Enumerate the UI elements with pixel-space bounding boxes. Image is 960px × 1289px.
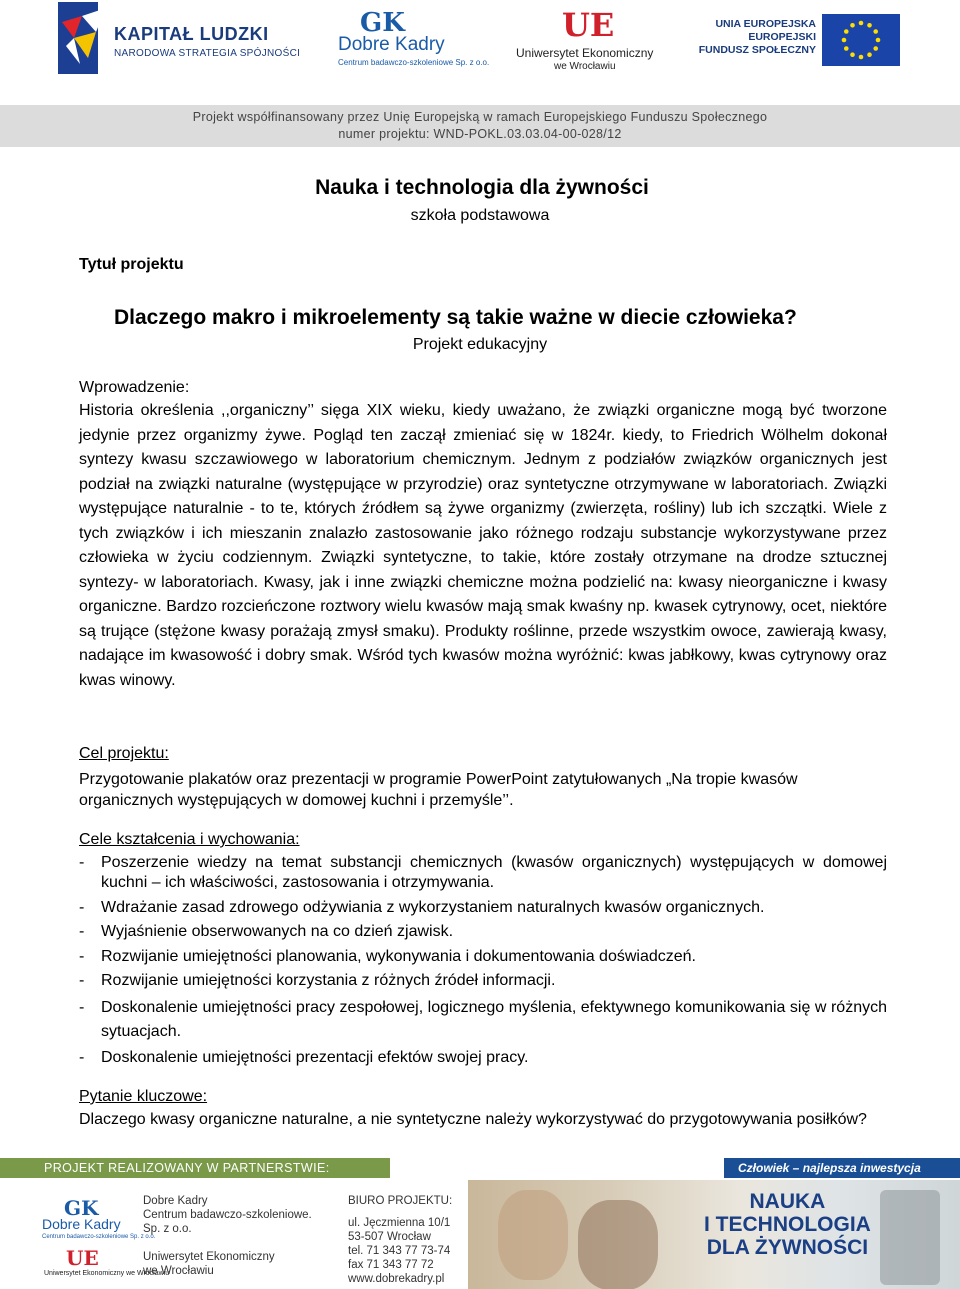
eu-star-icon bbox=[859, 21, 864, 26]
project-office-tel: tel. 71 343 77 73-74 bbox=[348, 1245, 451, 1257]
key-question-section bbox=[79, 1088, 887, 1133]
eu-star-icon bbox=[867, 52, 872, 57]
project-brand bbox=[704, 1190, 871, 1259]
ue-mark: UE bbox=[562, 6, 615, 44]
footer-ue-line-2: we Wrocławiu bbox=[143, 1265, 214, 1277]
eu-star-icon bbox=[867, 23, 872, 28]
dobre-kadry-mark: GK bbox=[360, 8, 405, 38]
document-title: Nauka i technologia dla żywności bbox=[315, 176, 649, 199]
photo-girl-shape bbox=[498, 1190, 568, 1280]
list-item: - Doskonalenie umiejętności prezentacji efektów swojej pracy. bbox=[79, 1048, 887, 1068]
project-office bbox=[348, 1194, 452, 1286]
eu-star-icon bbox=[844, 29, 849, 34]
dobre-kadry-subtitle: Centrum badawczo-szkoleniowe Sp. z o.o. bbox=[338, 58, 490, 67]
eu-line-2: EUROPEJSKI bbox=[748, 31, 816, 43]
partnership-bar: PROJEKT REALIZOWANY W PARTNERSTWIE: bbox=[0, 1158, 390, 1178]
eu-star-icon bbox=[859, 55, 864, 60]
eu-star-icon bbox=[873, 46, 878, 51]
footer-dk-sub: Centrum badawczo-szkoleniowe Sp. z o.o. bbox=[42, 1234, 156, 1240]
footer-ue-sub: Uniwersytet Ekonomiczny we Wrocławiu bbox=[44, 1270, 170, 1277]
footer-dk-mark: GK bbox=[64, 1196, 99, 1220]
brand-line-2: I TECHNOLOGIA bbox=[704, 1213, 871, 1236]
list-item: - Doskonalenie umiejętności pracy zespołowej, logicznego myślenia, efektywnego komunikowania się w różnych sytuacjach. bbox=[79, 996, 887, 1044]
goal-paragraph: Przygotowanie plakatów oraz prezentacji w programie PowerPoint zatytułowanych „Na tropie kwasów organicznych występujących w domowej kuchni i przemyśle’’. bbox=[79, 771, 798, 809]
intro-paragraph: Historia określenia ,,organiczny’’ sięga XIX wieku, kiedy uważano, że związki organiczne mogą być tworzone jedynie przez organizmy żywe. Pogląd ten zaczął zmieniać się w 1824r. kiedy, to Friedrich Wölhelm dokonał syntezy kwasu szczawiowego w laboratorium chemicznym. Jednym z podziałów związków organicznych jest podział na związki naturalne (występujące w przyrodzie) oraz syntetyczne otrzymywane w laboratoriach. Związki występujące naturalnie - to te, których źródłem są żywe organizmy (zwierzęta, rośliny) lub ich szczątki. Wiele z tych związków i ich mieszanin znalazło zastosowanie jako różnego rodzaju substancje wykorzystywane przez człowieka w życiu codziennym. Związki syntetyczne, to takie, które zostały otrzymane na drodze sztucznej syntezy- w laboratoriach. Kwasy, jak i inne związki chemiczne można podzielić na: kwasy nieorganiczne i kwasy organiczne. Bardzo rozcieńczone roztwory wielu kwasów mają smak kwaśny np. kwasek cytrynowy, ocet, niektóre są trujące (stężone kwasy porażają zmysł smaku). Produkty roślinne, przede wszystkim owoce, zawierają kwasy, nadające im kwasowość i dobry smak. Wśród tych kwasów można wyróżnić: kwas jabłkowy, kwas cytrynowy oraz kwas winowy. bbox=[79, 402, 887, 689]
photo-boy-shape bbox=[578, 1200, 658, 1289]
eu-line-3: FUNDUSZ SPOŁECZNY bbox=[698, 44, 816, 56]
header-logos bbox=[0, 0, 960, 105]
dobre-kadry-logo bbox=[338, 8, 490, 68]
footer-dk-line-1: Dobre Kadry bbox=[143, 1195, 208, 1207]
intro-heading: Wprowadzenie: bbox=[79, 379, 190, 396]
document-subtitle: szkoła podstawowa bbox=[410, 207, 550, 224]
eu-star-icon bbox=[850, 23, 855, 28]
brand-line-3: DLA ŻYWNOŚCI bbox=[706, 1236, 869, 1259]
eu-logo-text bbox=[699, 18, 816, 57]
microscope-icon bbox=[880, 1190, 940, 1285]
brand-line-1: NAUKA bbox=[749, 1190, 826, 1213]
footer-photo bbox=[468, 1180, 960, 1289]
project-question-title: Dlaczego makro i mikroelementy są takie ważne w diecie człowieka? bbox=[114, 306, 797, 329]
footer-dobre-kadry-logo bbox=[42, 1196, 156, 1246]
list-item: - Rozwijanie umiejętności planowania, wykonywania i dokumentowania doświadczeń. bbox=[79, 947, 887, 967]
list-item: - Wyjaśnienie obserwowanych na co dzień zjawisk. bbox=[79, 922, 887, 942]
footer-ue-text bbox=[143, 1250, 275, 1278]
dobre-kadry-name: Dobre Kadry bbox=[338, 34, 445, 55]
eu-star-icon bbox=[873, 29, 878, 34]
kapital-ludzki-title: KAPITAŁ LUDZKI bbox=[114, 24, 269, 44]
eu-star-icon bbox=[876, 38, 881, 43]
key-question-heading: Pytanie kluczowe: bbox=[79, 1088, 208, 1105]
kapital-ludzki-logo bbox=[52, 2, 301, 80]
footer-dk-name: Dobre Kadry bbox=[42, 1216, 121, 1232]
eu-flag-icon bbox=[822, 14, 900, 66]
ue-name: Uniwersytet Ekonomiczny bbox=[516, 46, 654, 60]
project-number: numer projektu: WND-POKL.03.03.04-00-028/12 bbox=[338, 127, 622, 141]
eu-star-icon bbox=[842, 38, 847, 43]
project-office-street: ul. Jęczmienna 10/1 bbox=[348, 1217, 451, 1229]
cofinancing-line: Projekt współfinansowany przez Unię Europejską w ramach Europejskiego Funduszu Społecznego bbox=[192, 110, 768, 124]
footer-dk-line-3: Sp. z o.o. bbox=[143, 1223, 192, 1235]
project-title-label: Tytuł projektu bbox=[79, 256, 184, 273]
aims-section bbox=[79, 831, 887, 1073]
footer-dk-text bbox=[143, 1194, 312, 1236]
slogan-bar: Człowiek – najlepsza inwestycja bbox=[724, 1158, 960, 1178]
project-office-city: 53-507 Wrocław bbox=[348, 1231, 431, 1243]
eu-logo bbox=[698, 14, 908, 66]
aims-heading: Cele kształcenia i wychowania: bbox=[79, 831, 300, 848]
project-office-www[interactable]: www.dobrekadry.pl bbox=[348, 1273, 445, 1285]
uniwersytet-ekonomiczny-logo bbox=[516, 6, 656, 70]
goal-section bbox=[79, 745, 887, 811]
kapital-ludzki-star-icon bbox=[52, 2, 112, 74]
cofinancing-banner bbox=[0, 105, 960, 147]
eu-star-icon bbox=[850, 52, 855, 57]
ue-city: we Wrocławiu bbox=[554, 61, 616, 72]
list-item: - Poszerzenie wiedzy na temat substancji chemicznych (kwasów organicznych) występujących w domowej kuchni – ich właściwości, zastosowania i otrzymywania. bbox=[79, 853, 887, 893]
footer-ue-line-1: Uniwersytet Ekonomiczny bbox=[143, 1251, 275, 1263]
eu-star-icon bbox=[844, 46, 849, 51]
project-office-fax: fax 71 343 77 72 bbox=[348, 1259, 434, 1271]
intro-section bbox=[79, 379, 887, 693]
footer bbox=[0, 1158, 960, 1289]
key-question-paragraph: Dlaczego kwasy organiczne naturalne, a nie syntetyczne należy wykorzystywać do przygotowywania posiłków? bbox=[79, 1111, 867, 1128]
project-type: Projekt edukacyjny bbox=[412, 336, 548, 353]
kapital-ludzki-subtitle: NARODOWA STRATEGIA SPÓJNOŚCI bbox=[114, 48, 301, 59]
footer-dk-line-2: Centrum badawczo-szkoleniowe. bbox=[143, 1209, 312, 1221]
project-office-heading: BIURO PROJEKTU: bbox=[348, 1195, 453, 1207]
aims-list bbox=[79, 853, 887, 1068]
list-item: - Rozwijanie umiejętności korzystania z różnych źródeł informacji. bbox=[79, 971, 887, 991]
footer-ue-logo bbox=[44, 1246, 170, 1286]
eu-line-1: UNIA EUROPEJSKA bbox=[715, 18, 816, 30]
goal-heading: Cel projektu: bbox=[79, 745, 169, 762]
list-item: - Wdrażanie zasad zdrowego odżywiania z wykorzystaniem naturalnych kwasów organicznych. bbox=[79, 898, 887, 918]
footer-ue-mark: UE bbox=[66, 1246, 99, 1270]
